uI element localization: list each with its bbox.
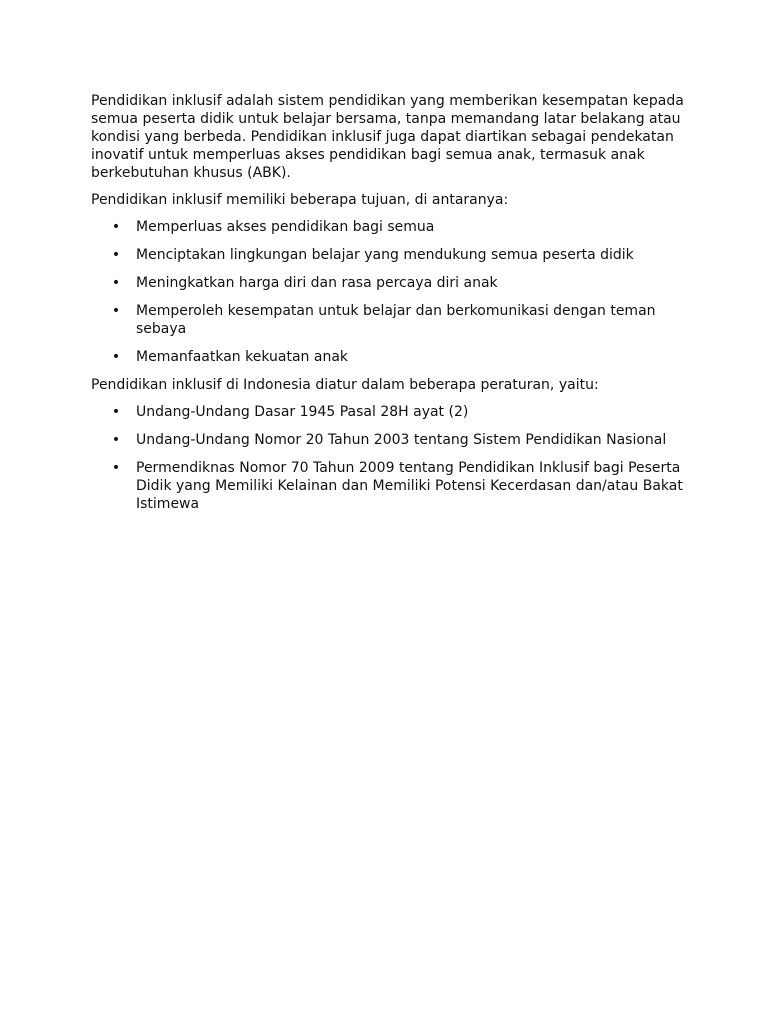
rules-list bbox=[91, 403, 691, 513]
bullet-icon: • bbox=[111, 404, 121, 420]
list-item-text: Undang-Undang Nomor 20 Tahun 2003 tentang Sistem Pendidikan Nasional bbox=[136, 432, 667, 448]
bullet-icon: • bbox=[111, 275, 121, 291]
bullet-icon: • bbox=[111, 432, 121, 448]
list-item bbox=[91, 348, 691, 366]
rules-heading: Pendidikan inklusif di Indonesia diatur dalam beberapa peraturan, yaitu: bbox=[91, 377, 599, 393]
list-item bbox=[91, 431, 691, 449]
document-body bbox=[91, 92, 691, 523]
list-item-text: Memperoleh kesempatan untuk belajar dan berkomunikasi dengan teman sebaya bbox=[136, 303, 656, 337]
bullet-icon: • bbox=[111, 247, 121, 263]
bullet-icon: • bbox=[111, 349, 121, 365]
list-item-text: Permendiknas Nomor 70 Tahun 2009 tentang Pendidikan Inklusif bagi Peserta Didik yang Memiliki Kelainan dan Memiliki Potensi Kecerdasan dan/atau Bakat Istimewa bbox=[136, 460, 683, 512]
bullet-icon: • bbox=[111, 303, 121, 319]
list-item-text: Menciptakan lingkungan belajar yang mendukung semua peserta didik bbox=[136, 247, 634, 263]
list-item bbox=[91, 403, 691, 421]
goals-heading: Pendidikan inklusif memiliki beberapa tujuan, di antaranya: bbox=[91, 192, 509, 208]
list-item bbox=[91, 246, 691, 264]
bullet-icon: • bbox=[111, 219, 121, 235]
list-item-text: Memperluas akses pendidikan bagi semua bbox=[136, 219, 435, 235]
intro-paragraph: Pendidikan inklusif adalah sistem pendidikan yang memberikan kesempatan kepada semua peserta didik untuk belajar bersama, tanpa memandang latar belakang atau kondisi yang berbeda. Pendidikan inklusif juga dapat diartikan sebagai pendekatan inovatif untuk memperluas akses pendidikan bagi semua anak, termasuk anak berkebutuhan khusus (ABK). bbox=[91, 93, 684, 181]
list-item bbox=[91, 302, 691, 338]
bullet-icon: • bbox=[111, 460, 121, 476]
list-item-text: Meningkatkan harga diri dan rasa percaya diri anak bbox=[136, 275, 498, 291]
list-item-text: Memanfaatkan kekuatan anak bbox=[136, 349, 349, 365]
goals-list bbox=[91, 218, 691, 366]
list-item bbox=[91, 459, 691, 513]
list-item bbox=[91, 218, 691, 236]
list-item bbox=[91, 274, 691, 292]
list-item-text: Undang-Undang Dasar 1945 Pasal 28H ayat (2) bbox=[136, 404, 469, 420]
